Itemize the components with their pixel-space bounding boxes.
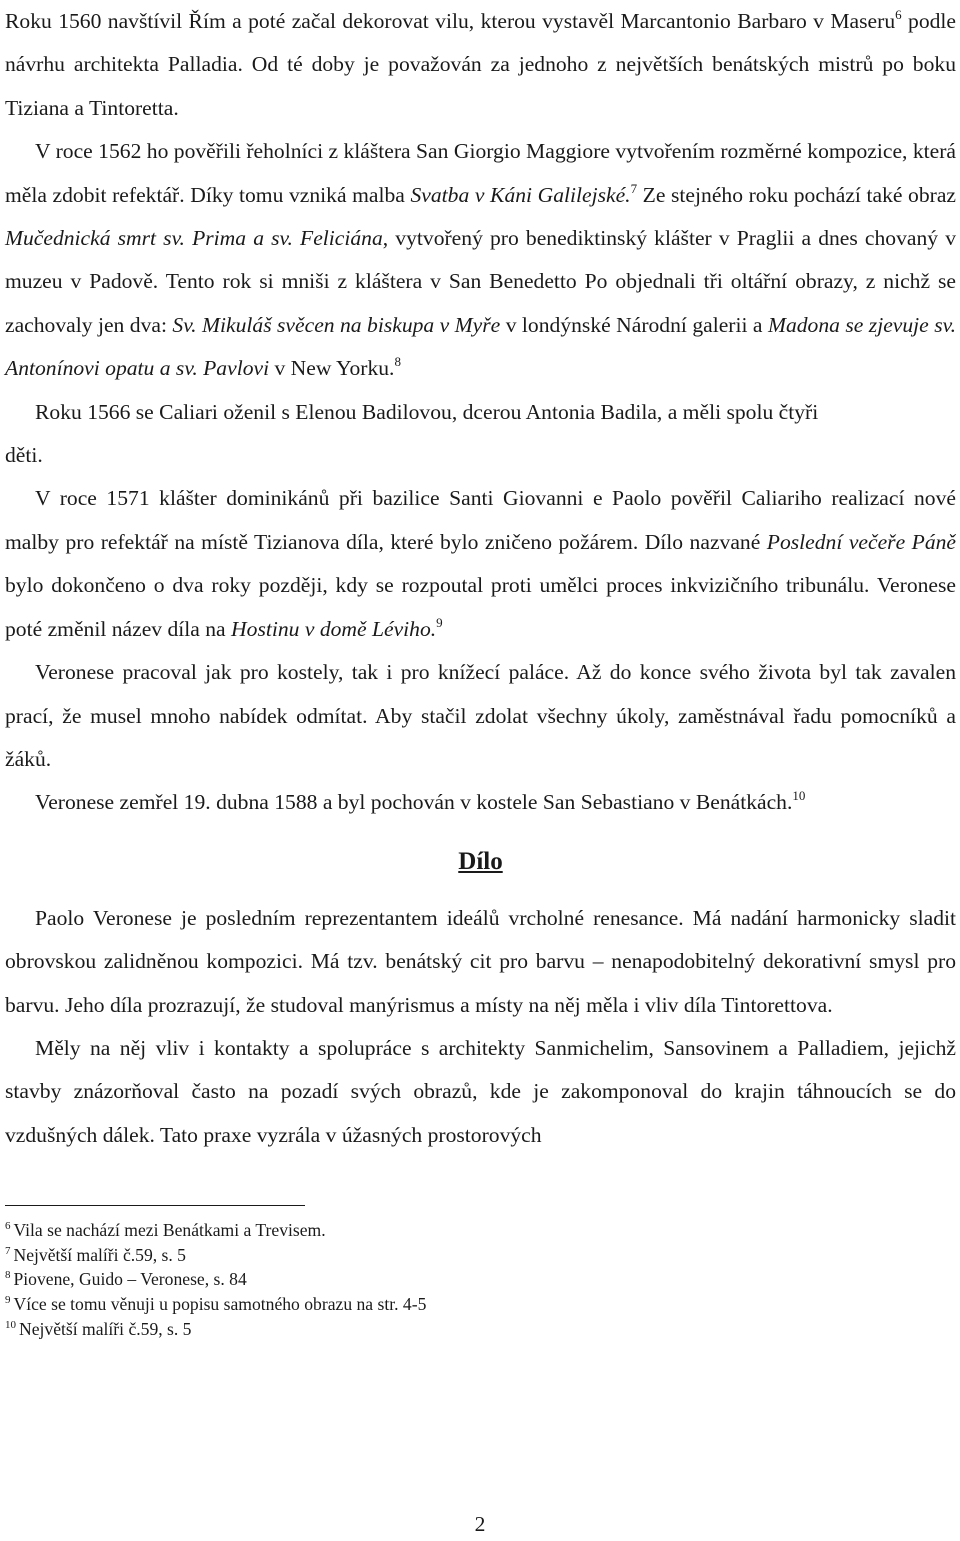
artwork-title: Poslední večeře Páně [766,529,956,554]
paragraph-text: bylo dokončeno o dva roky později, kdy se rozpoutal proti umělci proces inkvizičního tribunálu. Veronese poté změnil název díla na [5,573,956,641]
footnote-number: 7 [5,1244,11,1257]
document-page [5,0,956,1341]
paragraph-4 [5,477,956,651]
paragraph-text: Roku 1560 navštívil Řím a poté začal dekorovat vilu, kterou vystavěl Marcantonio Barbaro v Maseru [5,9,896,33]
paragraph-1 [5,0,956,130]
paragraph-text: , vytvořený pro benediktinský klášter v Praglii a dnes chovaný v muzeu v Padově. Tento rok si mniši z kláštera v San Benedetto Po objednali tři oltářní obrazy, z nichž se zachovaly jen dva: [5,226,956,337]
paragraph-text: podle návrhu architekta Palladia. Od té doby je považován za jednoho z největších benátských mistrů po boku Tiziana a Tintoretta. [5,9,956,120]
footnote-number: 10 [5,1318,16,1331]
footnote-ref: 9 [436,614,443,630]
footnote-text: Více se tomu věnuji u popisu samotného obrazu na str. 4-5 [13,1293,427,1314]
page-number: 2 [474,1512,486,1536]
artwork-title: Svatba v Káni Galilejské. [410,182,631,207]
paragraph-3 [5,391,956,434]
footnote [5,1292,956,1317]
paragraph-8: Měly na něj vliv i kontakty a spolupráce s architekty Sanmichelim, Sansovinem a Palladiem, jejichž stavby znázorňoval často na pozadí svých obrazů, kde je zakomponoval do krajin táhnoucích se do vzdušných dálek. Tato praxe vyzrála v úžasných prostorových [5,1035,956,1147]
artwork-title: Sv. Mikuláš svěcen na biskupa v Myře [172,312,501,337]
footnotes [5,1218,956,1341]
artwork-title: Mučednická smrt sv. Prima a sv. Feliciána [5,226,383,251]
footnote-ref: 6 [895,7,902,22]
footnote-number: 6 [5,1220,11,1233]
paragraph-text: V roce 1562 ho pověřili řeholníci z kláštera San Giorgio Maggiore vytvořením rozměrné kompozice, která měla zdobit refektář. Díky tomu vzniká malba [5,139,956,207]
footnote-text: Piovene, Guido – Veronese, s. 84 [13,1269,247,1290]
footnote-divider [5,1205,305,1206]
artwork-title: Madona se zjevuje sv. Antonínovi opatu a sv. Pavlovi [5,312,956,381]
footnote-ref: 10 [792,788,806,804]
paragraph-text: Ze stejného roku pochází také obraz [637,182,956,207]
section-heading: Dílo [458,847,503,875]
paragraph-6 [5,781,956,824]
paragraph-text: Veronese zemřel 19. dubna 1588 a byl pochován v kostele San Sebastiano v Benátkách. [35,790,793,815]
paragraph-5: Veronese pracoval jak pro kostely, tak i pro knížecí paláce. Až do konce svého života byl tak zavalen prací, že musel mnoho nabídek odmítat. Aby stačil zdolat všechny úkoly, zaměstnával řadu pomocníků a žáků. [5,660,956,771]
artwork-title: Hostinu v domě Léviho. [231,616,437,641]
footnote-text: Největší malíři č.59, s. 5 [19,1318,192,1339]
footnote-number: 9 [5,1293,11,1306]
footnote [5,1243,956,1268]
footnote-ref: 7 [630,180,638,196]
paragraph-text: V roce 1571 klášter dominikánů při bazilice Santi Giovanni e Paolo pověřil Caliariho realizací nové malby pro refektář na místě Tizianova díla, které bylo zničeno požárem. Dílo nazvané [5,486,956,554]
paragraph-text: Roku 1566 se Caliari oženil s Elenou Badilovou, dcerou Antonia Badila, a měli spolu čtyři [35,399,819,424]
paragraph-3-continued [5,434,956,477]
paragraph-text: v londýnské Národní galerii a [500,312,768,337]
paragraph-text: v New Yorku. [269,356,395,381]
footnote-text: Největší malíři č.59, s. 5 [13,1244,186,1265]
footnote-text: Vila se nachází mezi Benátkami a Trevisem. [13,1220,326,1241]
footnote-number: 8 [5,1269,11,1282]
footnote [5,1317,956,1342]
footnote-ref: 8 [394,354,401,370]
paragraph-7: Paolo Veronese je posledním reprezentantem ideálů vrcholné renesance. Má nadání harmonicky sladit obrovskou zalidněnou kompozici. Má tzv. benátský cit pro barvu – nenapodobitelný dekorativní smysl pro barvu. Jeho díla prozrazují, že studoval manýrismus a místy na něj měla i vliv díla Tintorettova. [5,905,956,1017]
paragraph-2 [5,130,956,390]
footnote [5,1267,956,1292]
paragraph-text: děti. [5,443,43,468]
footnote [5,1218,956,1243]
